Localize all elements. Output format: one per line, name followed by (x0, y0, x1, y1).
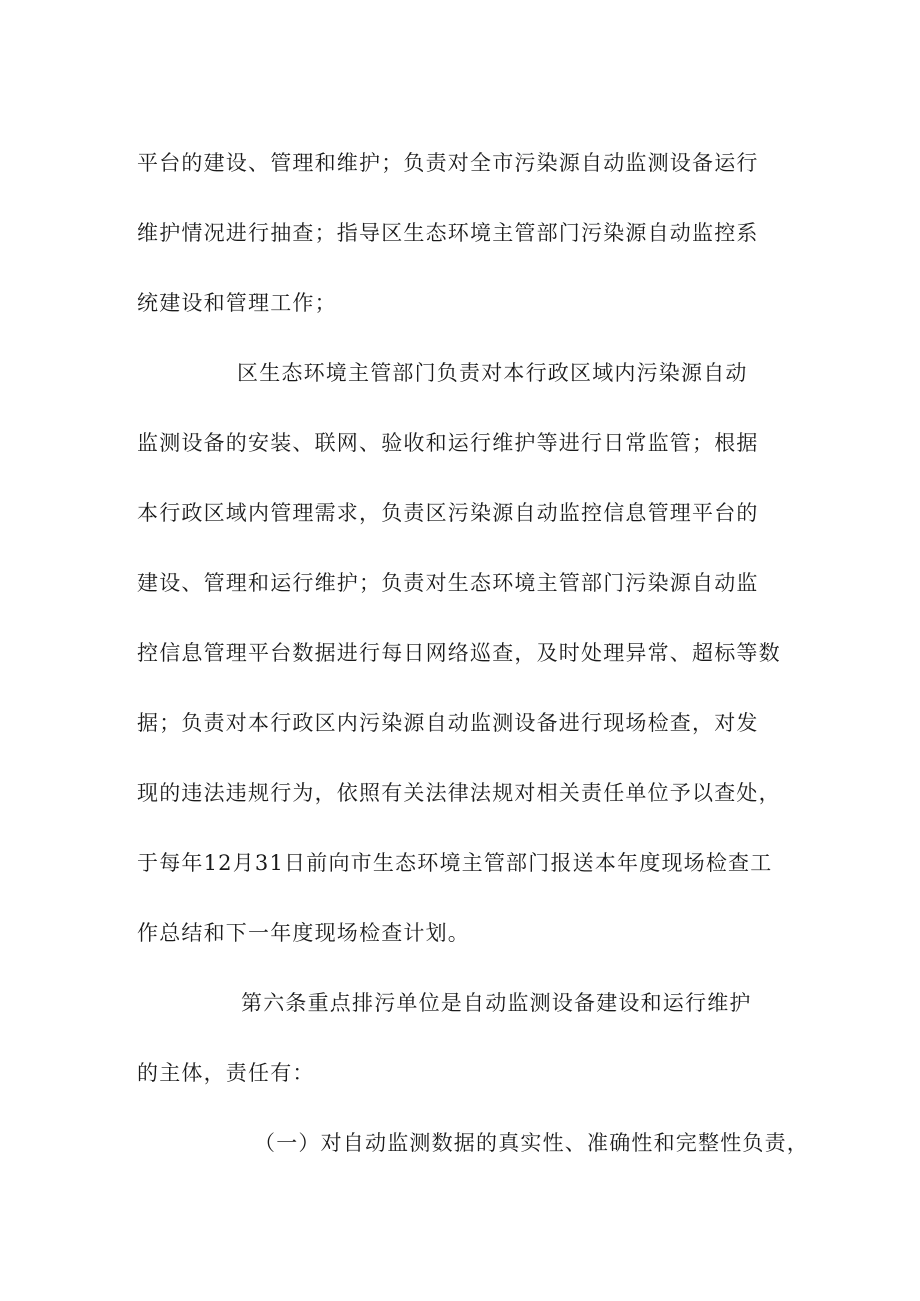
paragraph-line: 统建设和管理工作； (137, 291, 337, 315)
paragraph-line: 于每年12月31日前向市生态环境主管部门报送本年度现场检查工 (137, 851, 773, 875)
paragraph-line: 建设、管理和运行维护；负责对生态环境主管部门污染源自动监 (137, 571, 759, 595)
paragraph-line: 的主体，责任有： (137, 1061, 315, 1085)
paragraph-line: 现的违法违规行为，依照有关法律法规对相关责任单位予以查处， (137, 781, 781, 805)
list-item-line: （一）对自动监测数据的真实性、准确性和完整性负责， (254, 1131, 809, 1155)
paragraph-line: 平台的建设、管理和维护；负责对全市污染源自动监测设备运行 (137, 151, 759, 175)
paragraph-line: 维护情况进行抽查；指导区生态环境主管部门污染源自动监控系 (137, 221, 759, 245)
paragraph-line: 本行政区域内管理需求，负责区污染源自动监控信息管理平台的 (137, 501, 759, 525)
article-heading-line: 第六条重点排污单位是自动监测设备建设和运行维护 (241, 991, 752, 1015)
paragraph-line: 作总结和下一年度现场检查计划。 (137, 921, 470, 945)
paragraph-line: 监测设备的安装、联网、验收和运行维护等进行日常监管；根据 (137, 431, 759, 455)
paragraph-line: 据；负责对本行政区内污染源自动监测设备进行现场检查，对发 (137, 711, 759, 735)
paragraph-line: 区生态环境主管部门负责对本行政区域内污染源自动 (237, 361, 748, 385)
paragraph-line: 控信息管理平台数据进行每日网络巡查，及时处理异常、超标等数 (137, 641, 781, 665)
